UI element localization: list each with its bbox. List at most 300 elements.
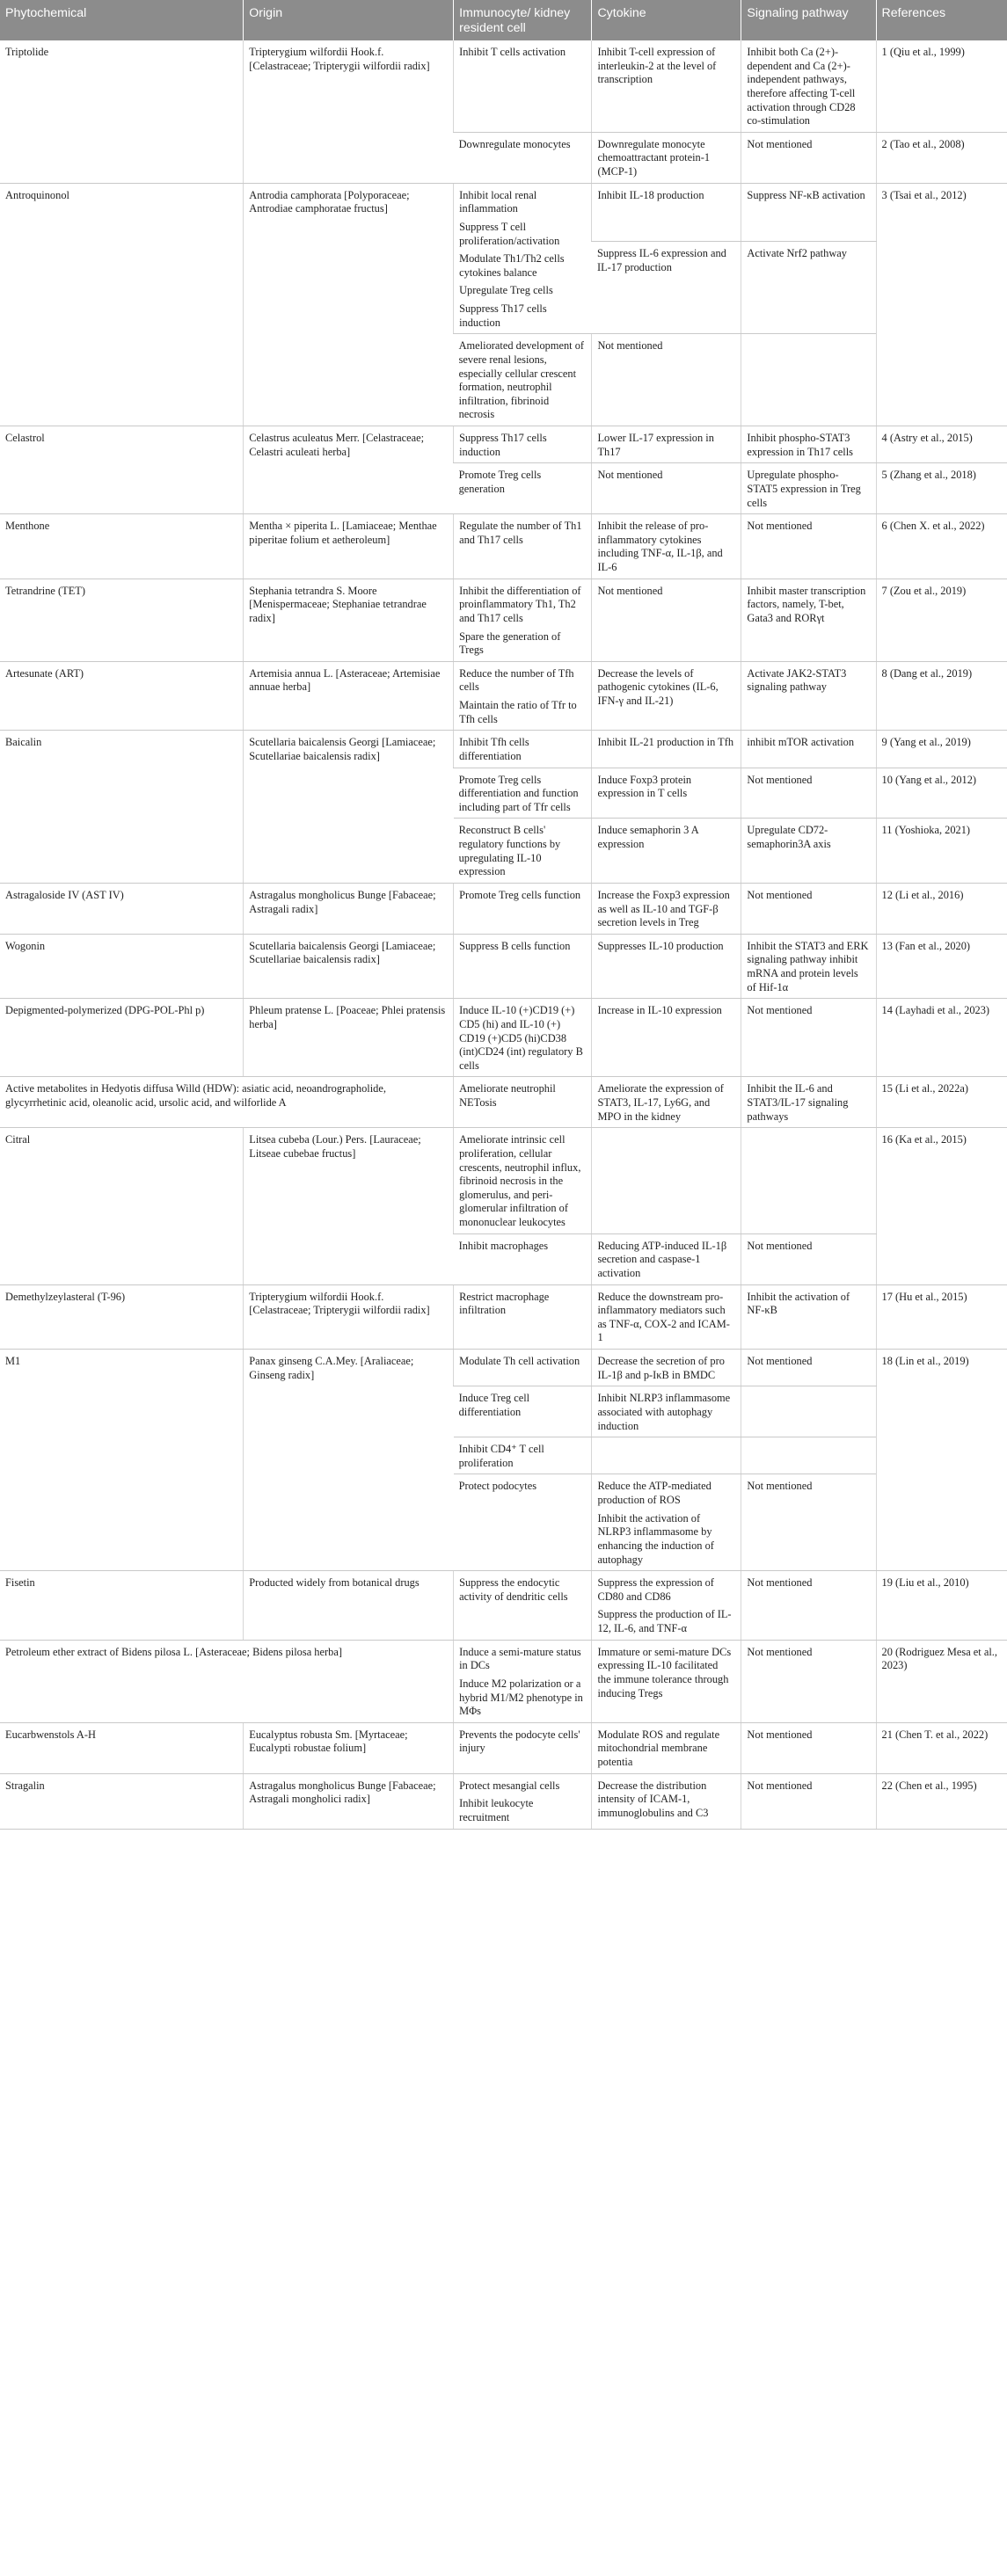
table-row	[0, 1571, 1007, 1641]
cell-text: 19 (Liu et al., 2010)	[881, 1576, 969, 1590]
cell-text: Reduce the ATP-mediated production of ROS	[597, 1480, 711, 1507]
table-cell	[592, 132, 741, 183]
cell-text: Suppress Th17 cells induction	[459, 432, 547, 458]
cell-text: Suppress the endocytic activity of dendritic cells	[459, 1576, 568, 1603]
cell-text: Induce Treg cell differentiation	[458, 1392, 530, 1418]
table-cell	[741, 426, 876, 463]
table-cell	[741, 1640, 876, 1722]
cell-text: Inhibit phospho-STAT3 expression in Th17 cells	[747, 432, 853, 458]
cell-text: 14 (Layhadi et al., 2023)	[881, 1004, 990, 1017]
cell-text: Antrodia camphorata [Polyporaceae; Antrodiae camphoratae fructus]	[249, 188, 410, 215]
cell-text: Astragaloside IV (AST IV)	[5, 888, 124, 901]
cell-text: M1	[5, 1355, 21, 1368]
cell-text: Upregulate Treg cells	[459, 284, 553, 297]
cell-text: Demethylzeylasteral (T-96)	[5, 1290, 126, 1303]
table-cell	[741, 334, 876, 426]
table-cell	[876, 1773, 1007, 1829]
table-cell	[741, 819, 876, 884]
table-row	[0, 999, 1007, 1077]
cell-text: Spare the generation of Tregs	[459, 629, 561, 657]
table-cell	[454, 883, 592, 934]
table-cell	[741, 183, 876, 241]
table-cell	[244, 999, 454, 1077]
cell-text: 17 (Hu et al., 2015)	[881, 1290, 967, 1303]
table-cell	[741, 1077, 876, 1128]
table-cell	[0, 40, 244, 183]
table-cell	[454, 334, 592, 426]
cell-text: Astragalus mongholicus Bunge [Fabaceae; Astragali radix]	[249, 888, 436, 915]
table-cell	[876, 731, 1007, 768]
table-cell	[876, 183, 1007, 426]
table-cell	[454, 40, 592, 132]
cell-text: Inhibit IL-18 production	[597, 188, 704, 201]
cell-text: Artesunate (ART)	[5, 666, 84, 680]
table-row	[0, 1722, 1007, 1773]
cell-text: Inhibit leukocyte recruitment	[459, 1797, 534, 1823]
table-cell	[592, 463, 741, 514]
cell-text: Triptolide	[5, 46, 49, 59]
table-cell	[454, 183, 592, 334]
table-cell	[244, 934, 454, 999]
cell-text: Litsea cubeba (Lour.) Pers. [Lauraceae; Litseae cubebae fructus]	[249, 1133, 421, 1160]
table-cell	[454, 1437, 592, 1474]
table-cell	[876, 999, 1007, 1077]
cell-text: Reducing ATP-induced IL-1β secretion and caspase-1 activation	[597, 1239, 727, 1279]
table-cell	[0, 1640, 454, 1722]
table-cell	[592, 1233, 741, 1284]
table-cell	[592, 731, 741, 768]
cell-text: Modulate Th1/Th2 cells cytokines balance	[459, 252, 565, 279]
cell-text: Immature or semi-mature DCs expressing IL-10 facilitated the immune tolerance through inducing Tregs	[597, 1645, 732, 1699]
cell-text: 12 (Li et al., 2016)	[881, 888, 964, 901]
table-cell	[592, 1284, 741, 1350]
table-cell	[876, 819, 1007, 884]
table-cell	[244, 731, 454, 884]
table-cell	[741, 1128, 876, 1233]
cell-text: Not mentioned	[747, 888, 813, 901]
cell-text: Modulate ROS and regulate mitochondrial membrane potentia	[597, 1728, 720, 1769]
table-cell	[454, 579, 592, 661]
table-row	[0, 661, 1007, 731]
table-cell	[244, 426, 454, 514]
cell-text: Ameliorate neutrophil NETosis	[459, 1082, 556, 1110]
cell-text: Maintain the ratio of Tfr to Tfh cells	[459, 699, 577, 725]
table-cell	[244, 579, 454, 661]
cell-text: Scutellaria baicalensis Georgi [Lamiaceae; Scutellariae baicalensis radix]	[249, 939, 436, 966]
table-cell	[454, 426, 592, 463]
cell-text: Inhibit T-cell expression of interleukin-2 at the level of transcription	[597, 46, 717, 86]
cell-text: Suppress B cells function	[459, 939, 571, 952]
table-cell	[592, 1474, 741, 1571]
table-cell	[244, 514, 454, 579]
cell-text: 8 (Dang et al., 2019)	[881, 666, 973, 680]
cell-text: Not mentioned	[747, 1779, 813, 1792]
cell-text: Antroquinonol	[5, 188, 69, 201]
table-cell	[0, 883, 244, 934]
table-cell	[592, 883, 741, 934]
cell-text: Tetrandrine (TET)	[5, 584, 85, 597]
cell-text: Decrease the levels of pathogenic cytokines (IL-6, IFN-γ and IL-21)	[597, 666, 719, 708]
table-cell	[0, 1773, 244, 1829]
cell-text: 22 (Chen et al., 1995)	[881, 1779, 977, 1792]
table-cell	[454, 1640, 592, 1722]
cell-text: 4 (Astry et al., 2015)	[881, 432, 973, 445]
table-row	[0, 1350, 1007, 1386]
table-cell	[741, 768, 876, 819]
table-cell	[876, 1350, 1007, 1571]
table-cell	[454, 1773, 592, 1829]
cell-text: inhibit mTOR activation	[747, 736, 855, 749]
table-cell	[244, 1350, 454, 1571]
cell-text: 21 (Chen T. et al., 2022)	[881, 1728, 989, 1741]
cell-text: Celastrus aculeatus Merr. [Celastraceae; Celastri aculeati herba]	[249, 432, 425, 458]
cell-text: Not mentioned	[747, 520, 813, 533]
cell-text: Promote Treg cells generation	[458, 469, 542, 495]
cell-text: 3 (Tsai et al., 2012)	[881, 188, 967, 201]
cell-text: Activate JAK2-STAT3 signaling pathway	[747, 666, 847, 694]
table-cell	[592, 1773, 741, 1829]
table-cell	[244, 40, 454, 183]
header-references: References	[876, 0, 1007, 40]
cell-text: Baicalin	[5, 736, 42, 749]
table-body	[0, 40, 1007, 1829]
table-row	[0, 1640, 1007, 1722]
cell-text: Induce Foxp3 protein expression in T cells	[597, 773, 692, 800]
cell-text: Protect mesangial cells	[459, 1779, 560, 1792]
cell-text: Regulate the number of Th1 and Th17 cells	[459, 520, 582, 546]
table-cell	[454, 1284, 592, 1350]
table-row	[0, 1077, 1007, 1128]
cell-text: 20 (Rodriguez Mesa et al., 2023)	[881, 1645, 997, 1672]
table-row	[0, 1128, 1007, 1233]
table-cell	[454, 463, 592, 514]
table-cell	[592, 1640, 741, 1722]
table-cell	[454, 1571, 592, 1641]
table-row	[0, 579, 1007, 661]
cell-text: 16 (Ka et al., 2015)	[881, 1133, 967, 1146]
table-cell	[741, 1233, 876, 1284]
cell-text: Active metabolites in Hedyotis diffusa Willd (HDW): asiatic acid, neoandrographolide, glycyrrhetinic acid, oleanolic acid, ursolic acid, and wilforlide A	[5, 1082, 386, 1110]
cell-text: Depigmented-polymerized (DPG-POL-Phl p)	[5, 1004, 205, 1017]
table-cell	[454, 934, 592, 999]
table-cell	[0, 661, 244, 731]
table-row	[0, 883, 1007, 934]
cell-text: Inhibit master transcription factors, namely, T-bet, Gata3 and RORγt	[747, 584, 866, 624]
table-cell	[592, 334, 741, 426]
table-cell	[0, 1571, 244, 1641]
cell-text: 5 (Zhang et al., 2018)	[881, 469, 976, 482]
table-cell	[876, 579, 1007, 661]
cell-text: Ameliorate the expression of STAT3, IL-17, Ly6G, and MPO in the kidney	[597, 1082, 724, 1123]
cell-text: 6 (Chen X. et al., 2022)	[881, 520, 985, 533]
table-cell	[0, 731, 244, 884]
cell-text: Inhibit the release of pro-inflammatory cytokines including TNF-α, IL-1β, and IL-6	[597, 520, 723, 574]
table-cell	[741, 40, 876, 132]
cell-text: Ameliorated development of severe renal lesions, especially cellular crescent formation, neutrophil infiltration, fibrinoid necrosis	[458, 339, 585, 421]
cell-text: Eucarbwenstols A-H	[5, 1728, 96, 1741]
cell-text: Increase the Foxp3 expression as well as IL-10 and TGF-β secretion levels in Treg	[597, 888, 730, 929]
header-cytokine: Cytokine	[592, 0, 741, 40]
header-phytochemical: Phytochemical	[0, 0, 244, 40]
table-cell	[454, 1722, 592, 1773]
cell-text: Not mentioned	[597, 469, 663, 482]
cell-text: Suppress NF-κB activation	[747, 188, 865, 201]
cell-text: Eucalyptus robusta Sm. [Myrtaceae; Eucalypti robustae folium]	[249, 1728, 408, 1755]
cell-text: Not mentioned	[747, 773, 813, 786]
table-cell	[741, 1571, 876, 1641]
table-cell	[454, 1474, 592, 1571]
cell-text: Activate Nrf2 pathway	[747, 247, 847, 260]
table-cell	[0, 999, 244, 1077]
table-cell	[244, 1722, 454, 1773]
cell-text: Induce a semi-mature status in DCs	[459, 1645, 581, 1672]
cell-text: Suppress IL-6 expression and IL-17 production	[596, 247, 726, 273]
table-cell	[454, 514, 592, 579]
cell-text: Lower IL-17 expression in Th17	[597, 432, 714, 458]
cell-text: Suppress T cell proliferation/activation	[459, 220, 560, 247]
cell-text: 10 (Yang et al., 2012)	[881, 773, 977, 786]
table-cell	[0, 426, 244, 514]
table-cell	[592, 40, 741, 132]
table-row	[0, 1773, 1007, 1829]
cell-text: Inhibit macrophages	[458, 1239, 549, 1252]
table-cell	[741, 1474, 876, 1571]
cell-text: 7 (Zou et al., 2019)	[881, 584, 967, 597]
table-cell	[876, 768, 1007, 819]
cell-text: Reduce the downstream pro-inflammatory mediators such as TNF-α, COX-2 and ICAM-1	[597, 1290, 730, 1344]
table-cell	[592, 768, 741, 819]
table-cell	[592, 1437, 741, 1474]
table-cell	[876, 426, 1007, 463]
table-cell	[454, 731, 592, 768]
table-cell	[741, 999, 876, 1077]
cell-text: Not mentioned	[597, 584, 663, 597]
cell-text: Astragalus mongholicus Bunge [Fabaceae; Astragali mongholici radix]	[249, 1779, 436, 1806]
table-cell	[0, 1077, 454, 1128]
cell-text: Panax ginseng C.A.Mey. [Araliaceae; Ginseng radix]	[249, 1355, 414, 1381]
table-cell	[0, 183, 244, 426]
cell-text: Stephania tetrandra S. Moore [Menispermaceae; Stephaniae tetrandrae radix]	[249, 584, 427, 624]
header-signaling-pathway: Signaling pathway	[741, 0, 876, 40]
cell-text: Induce semaphorin 3 A expression	[597, 824, 699, 851]
table-cell	[741, 934, 876, 999]
table-cell	[876, 1722, 1007, 1773]
table-cell	[0, 1284, 244, 1350]
table-cell	[592, 1722, 741, 1773]
table-cell	[454, 1386, 592, 1437]
table-cell	[0, 579, 244, 661]
cell-text: Not mentioned	[747, 1728, 813, 1741]
table-cell	[741, 1437, 876, 1474]
cell-text: Not mentioned	[747, 1355, 813, 1368]
cell-text: Not mentioned	[747, 1576, 813, 1590]
cell-text: Promote Treg cells differentiation and function including part of Tfr cells	[458, 773, 579, 813]
table-cell	[741, 1350, 876, 1386]
cell-text: Inhibit IL-21 production in Tfh	[597, 736, 734, 749]
table-row	[0, 40, 1007, 132]
cell-text: Reconstruct B cells' regulatory functions by upregulating IL-10 expression	[458, 824, 561, 878]
table-cell	[741, 883, 876, 934]
cell-text: Upregulate phospho-STAT5 expression in Treg cells	[747, 469, 861, 509]
cell-text: Not mentioned	[747, 137, 813, 150]
table-cell	[244, 661, 454, 731]
table-cell	[741, 579, 876, 661]
cell-text: Increase in IL-10 expression	[597, 1004, 722, 1017]
table-cell	[0, 1128, 244, 1284]
table-cell	[0, 934, 244, 999]
table-cell	[592, 1386, 741, 1437]
cell-text: Inhibit the activation of NF-κB	[747, 1290, 850, 1317]
table-cell	[0, 1350, 244, 1571]
table-cell	[592, 183, 741, 241]
table-cell	[741, 1722, 876, 1773]
cell-text: Suppress the production of IL-12, IL-6, and TNF-α	[597, 1608, 732, 1635]
cell-text: Not mentioned	[747, 1004, 813, 1017]
table-cell	[876, 1284, 1007, 1350]
cell-text: Inhibit T cells activation	[459, 46, 566, 59]
table-cell	[592, 1350, 741, 1386]
cell-text: Modulate Th cell activation	[459, 1355, 580, 1368]
cell-text: Not mentioned	[747, 1480, 813, 1493]
cell-text: Not mentioned	[747, 1645, 813, 1658]
cell-text: Mentha × piperita L. [Lamiaceae; Menthae piperitae folium et aetheroleum]	[249, 520, 437, 546]
table-cell	[876, 1640, 1007, 1722]
cell-text: Suppress Th17 cells induction	[459, 302, 547, 329]
cell-text: 18 (Lin et al., 2019)	[881, 1355, 969, 1368]
table-cell	[592, 1077, 741, 1128]
table-cell	[876, 463, 1007, 514]
cell-text: Inhibit CD4⁺ T cell proliferation	[458, 1443, 544, 1469]
cell-text: Downregulate monocytes	[458, 137, 571, 150]
table-cell	[592, 661, 741, 731]
cell-text: Suppress the expression of CD80 and CD86	[597, 1576, 714, 1603]
table-cell	[454, 768, 592, 819]
table-cell	[741, 1386, 876, 1437]
table-cell	[741, 1773, 876, 1829]
table-cell	[244, 883, 454, 934]
table-cell	[592, 514, 741, 579]
cell-text: Decrease the distribution intensity of ICAM-1, immunoglobulins and C3	[597, 1779, 709, 1819]
cell-text: Downregulate monocyte chemoattractant protein-1 (MCP-1)	[597, 137, 711, 178]
cell-text: Artemisia annua L. [Asteraceae; Artemisiae annuae herba]	[249, 666, 441, 694]
cell-text: Inhibit both Ca (2+)-dependent and Ca (2+)-independent pathways, therefore affecting T-cell activation through CD28 co-stimulation	[747, 46, 856, 127]
cell-text: Suppresses IL-10 production	[597, 939, 724, 952]
cell-text: 11 (Yoshioka, 2021)	[881, 824, 971, 837]
cell-text: Reduce the number of Tfh cells	[459, 666, 574, 694]
table-cell	[592, 1571, 741, 1641]
table-cell	[454, 819, 592, 884]
table-cell	[876, 514, 1007, 579]
table-cell	[876, 1571, 1007, 1641]
table-cell	[0, 514, 244, 579]
cell-text: Upregulate CD72-semaphorin3A axis	[747, 824, 831, 851]
table-cell	[592, 242, 741, 334]
cell-text: Decrease the secretion of pro IL-1β and p-IκB in BMDC	[597, 1355, 725, 1381]
cell-text: Inhibit Tfh cells differentiation	[459, 736, 529, 762]
cell-text: Not mentioned	[597, 339, 663, 353]
cell-text: Stragalin	[5, 1779, 45, 1792]
table-row	[0, 934, 1007, 999]
table-cell	[454, 999, 592, 1077]
table-cell	[876, 1128, 1007, 1284]
table-cell	[454, 132, 592, 183]
table-cell	[876, 132, 1007, 183]
table-cell	[741, 132, 876, 183]
table-cell	[454, 1233, 592, 1284]
table-cell	[741, 731, 876, 768]
table-cell	[454, 1077, 592, 1128]
table-cell	[244, 1571, 454, 1641]
table-cell	[741, 1284, 876, 1350]
cell-text: Tripterygium wilfordii Hook.f. [Celastraceae; Tripterygii wilfordii radix]	[249, 46, 430, 72]
cell-text: 15 (Li et al., 2022a)	[881, 1082, 968, 1095]
cell-text: Promote Treg cells function	[459, 888, 581, 901]
cell-text: Fisetin	[5, 1576, 35, 1590]
table-cell	[244, 1284, 454, 1350]
table-cell	[244, 1128, 454, 1284]
cell-text: Celastrol	[5, 432, 45, 445]
table-row	[0, 183, 1007, 241]
cell-text: 1 (Qiu et al., 1999)	[881, 46, 965, 59]
cell-text: 2 (Tao et al., 2008)	[881, 137, 965, 150]
header-row	[0, 0, 1007, 40]
header-origin: Origin	[244, 0, 454, 40]
table-cell	[592, 999, 741, 1077]
table-cell	[876, 934, 1007, 999]
cell-text: Protect podocytes	[458, 1480, 537, 1493]
table-cell	[454, 1350, 592, 1386]
cell-text: Citral	[5, 1133, 31, 1146]
table-cell	[244, 183, 454, 426]
cell-text: 13 (Fan et al., 2020)	[881, 939, 971, 952]
table-cell	[454, 661, 592, 731]
table-cell	[0, 1722, 244, 1773]
cell-text: Induce M2 polarization or a hybrid M1/M2 phenotype in MΦs	[459, 1677, 583, 1718]
cell-text: Scutellaria baicalensis Georgi [Lamiaceae; Scutellariae baicalensis radix]	[249, 736, 436, 762]
table-cell	[592, 819, 741, 884]
cell-text: 9 (Yang et al., 2019)	[881, 736, 971, 749]
table-row	[0, 514, 1007, 579]
cell-text: Menthone	[5, 520, 50, 533]
cell-text: Inhibit NLRP3 inflammasome associated with autophagy induction	[597, 1392, 731, 1432]
table-cell	[876, 661, 1007, 731]
table-row	[0, 731, 1007, 768]
table-cell	[592, 1128, 741, 1233]
table-cell	[741, 661, 876, 731]
cell-text: Producted widely from botanical drugs	[249, 1576, 420, 1590]
table-row	[0, 426, 1007, 463]
cell-text: Inhibit local renal inflammation	[459, 188, 537, 215]
table-cell	[741, 514, 876, 579]
cell-text: Phleum pratense L. [Poaceae; Phlei pratensis herba]	[249, 1004, 446, 1030]
table-cell	[592, 934, 741, 999]
table-cell	[592, 579, 741, 661]
table-cell	[876, 40, 1007, 132]
cell-text: Inhibit the STAT3 and ERK signaling pathway inhibit mRNA and protein levels of Hif-1α	[747, 939, 869, 993]
cell-text: Not mentioned	[747, 1239, 813, 1252]
cell-text: Induce IL-10 (+)CD19 (+) CD5 (hi) and IL-10 (+) CD19 (+)CD5 (hi)CD38 (int)CD24 (int) regulatory B cells	[459, 1004, 583, 1072]
table-cell	[876, 883, 1007, 934]
cell-text: Ameliorate intrinsic cell proliferation, cellular crescents, neutrophil influx, fibrinoid necrosis in the glomerulus, and peri-glomerular infiltration of mononuclear leukocytes	[459, 1133, 581, 1229]
header-immunocyte: Immunocyte/ kidney resident cell	[454, 0, 592, 40]
cell-text: Inhibit the activation of NLRP3 inflammasome by enhancing the induction of autophagy	[597, 1511, 714, 1566]
table-cell	[876, 1077, 1007, 1128]
cell-text: Wogonin	[5, 939, 46, 952]
table-row	[0, 1284, 1007, 1350]
cell-text: Petroleum ether extract of Bidens pilosa L. [Asteraceae; Bidens pilosa herba]	[5, 1645, 342, 1658]
cell-text: Prevents the podocyte cells' injury	[459, 1728, 580, 1755]
table-cell	[741, 463, 876, 514]
